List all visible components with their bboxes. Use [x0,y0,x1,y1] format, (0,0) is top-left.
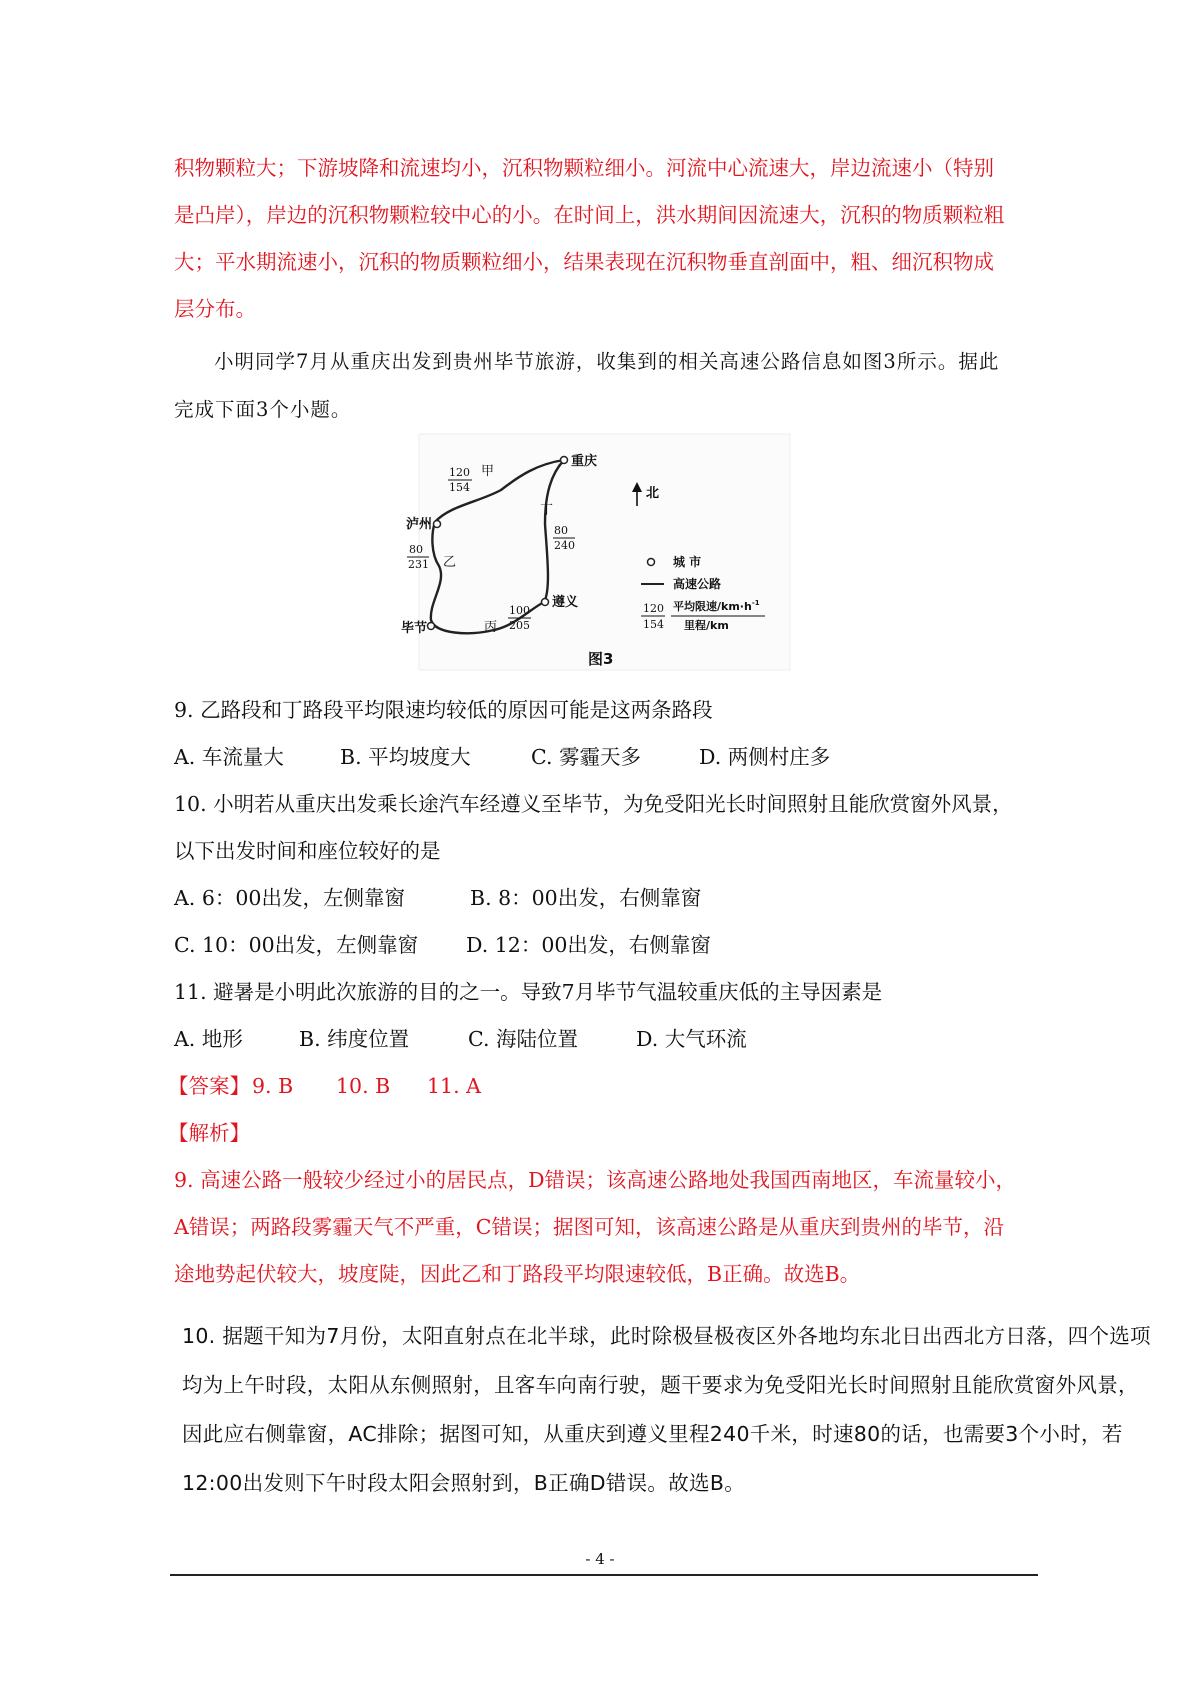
seg-yi-speed: 80 [409,543,423,556]
seg-ding-speed: 80 [554,524,568,537]
question-9-stem: 9. 乙路段和丁路段平均限速均较低的原因可能是这两条路段 [174,698,713,722]
seg-bing-speed: 100 [509,604,530,617]
svg-text:154: 154 [643,618,664,631]
highway-map-figure [401,434,790,670]
footer-divider [170,1574,1038,1576]
legend-highway: 高速公路 [673,577,722,591]
q11-option-c: C. 海陆位置 [468,1027,578,1051]
legend-speed: 平均限速$/km\cdot h^{-1}$ [673,599,760,613]
q9-option-c: C. 雾霾天多 [531,745,641,769]
page-number: - 4 - [585,1550,615,1568]
q11-option-b: B. 纬度位置 [299,1027,410,1051]
legend-city: 城 市 [673,555,702,569]
seg-ding-name: 丁 [540,503,554,518]
question-10-stem: 10. 小明若从重庆出发乘长途汽车经遵义至毕节，为免受阳光长时间照射且能欣赏窗外风景， [174,792,1013,816]
seg-bing-distance: 205 [509,619,530,632]
answer-10: 10. B [336,1074,391,1098]
analysis-10-line: 均为上午时段，太阳从东侧照射，且客车向南行驶，题干要求为免受阳光长时间照射且能欣赏窗外风景， [182,1373,1139,1397]
answer-11: 11. A [427,1074,481,1098]
figure-caption: 图3 [588,650,614,668]
question-10-stem: 以下出发时间和座位较好的是 [174,839,441,863]
q9-option-d: D. 两侧村庄多 [699,745,831,769]
question-11-stem: 11. 避暑是小明此次旅游的目的之一。导致7月毕节气温较重庆低的主导因素是 [174,980,883,1004]
svg-text:120: 120 [643,602,664,615]
city-chongqing: 重庆 [571,454,598,469]
svg-text:北: 北 [646,486,660,501]
analysis-10-line: 因此应右侧靠窗，AC排除；据图可知，从重庆到遵义里程240千米，时速80的话，也需要3个小时，若 [182,1422,1123,1446]
legend-distance: 里程/km [684,619,729,632]
answer-label: 【答案】 [168,1074,250,1098]
q9-option-b: B. 平均坡度大 [340,745,471,769]
q11-option-d: D. 大气环流 [636,1027,747,1051]
analysis-10-line: 10. 据题干知为7月份，太阳直射点在北半球，此时除极昼极夜区外各地均东北日出西北方日落，四个选项 [182,1324,1151,1348]
analysis-10-line: 12:00出发则下午时段太阳会照射到，B正确D错误。故选B。 [182,1471,745,1495]
q10-option-d: D. 12：00出发，右侧靠窗 [466,933,711,957]
explanation-line: 是凸岸），岸边的沉积物颗粒较中心的小。在时间上，洪水期间因流速大，沉积的物质颗粒粗 [174,203,1005,227]
analysis-label: 【解析】 [168,1121,250,1145]
seg-jia-distance: 154 [449,481,470,494]
q10-option-a: A. 6：00出发，左侧靠窗 [174,886,405,910]
seg-bing-name: 丙 [484,620,498,635]
seg-jia-speed: 120 [449,466,470,479]
q10-option-b: B. 8：00出发，右侧靠窗 [470,886,702,910]
answer-9: 9. B [252,1074,294,1098]
explanation-line: 积物颗粒大；下游坡降和流速均小，沉积物颗粒细小。河流中心流速大，岸边流速小（特别 [174,156,994,180]
seg-yi-distance: 231 [408,558,429,571]
intro-line: 完成下面3个小题。 [174,398,352,421]
analysis-9-line: 途地势起伏较大，坡度陡，因此乙和丁路段平均限速较低，B正确。故选B。 [174,1262,861,1286]
city-zunyi: 遵义 [552,595,579,610]
analysis-9-line: 9. 高速公路一般较少经过小的居民点，D错误；该高速公路地处我国西南地区，车流量较小， [174,1168,1017,1192]
seg-jia-name: 甲 [481,464,495,479]
city-luzhou: 泸州 [406,517,433,532]
seg-ding-distance: 240 [554,539,575,552]
seg-yi-name: 乙 [443,555,457,570]
q10-option-c: C. 10：00出发，左侧靠窗 [174,933,419,957]
intro-line: 小明同学7月从重庆出发到贵州毕节旅游，收集到的相关高速公路信息如图3所示。据此 [214,350,1000,373]
explanation-line: 大；平水期流速小，沉积的物质颗粒细小，结果表现在沉积物垂直剖面中，粗、细沉积物成 [174,250,994,274]
explanation-line: 层分布。 [174,297,256,321]
analysis-9-line: A错误；两路段雾霾天气不严重，C错误；据图可知，该高速公路是从重庆到贵州的毕节，沿 [174,1215,1004,1239]
q11-option-a: A. 地形 [174,1027,243,1051]
city-bijie: 毕节 [401,621,428,636]
q9-option-a: A. 车流量大 [174,745,284,769]
